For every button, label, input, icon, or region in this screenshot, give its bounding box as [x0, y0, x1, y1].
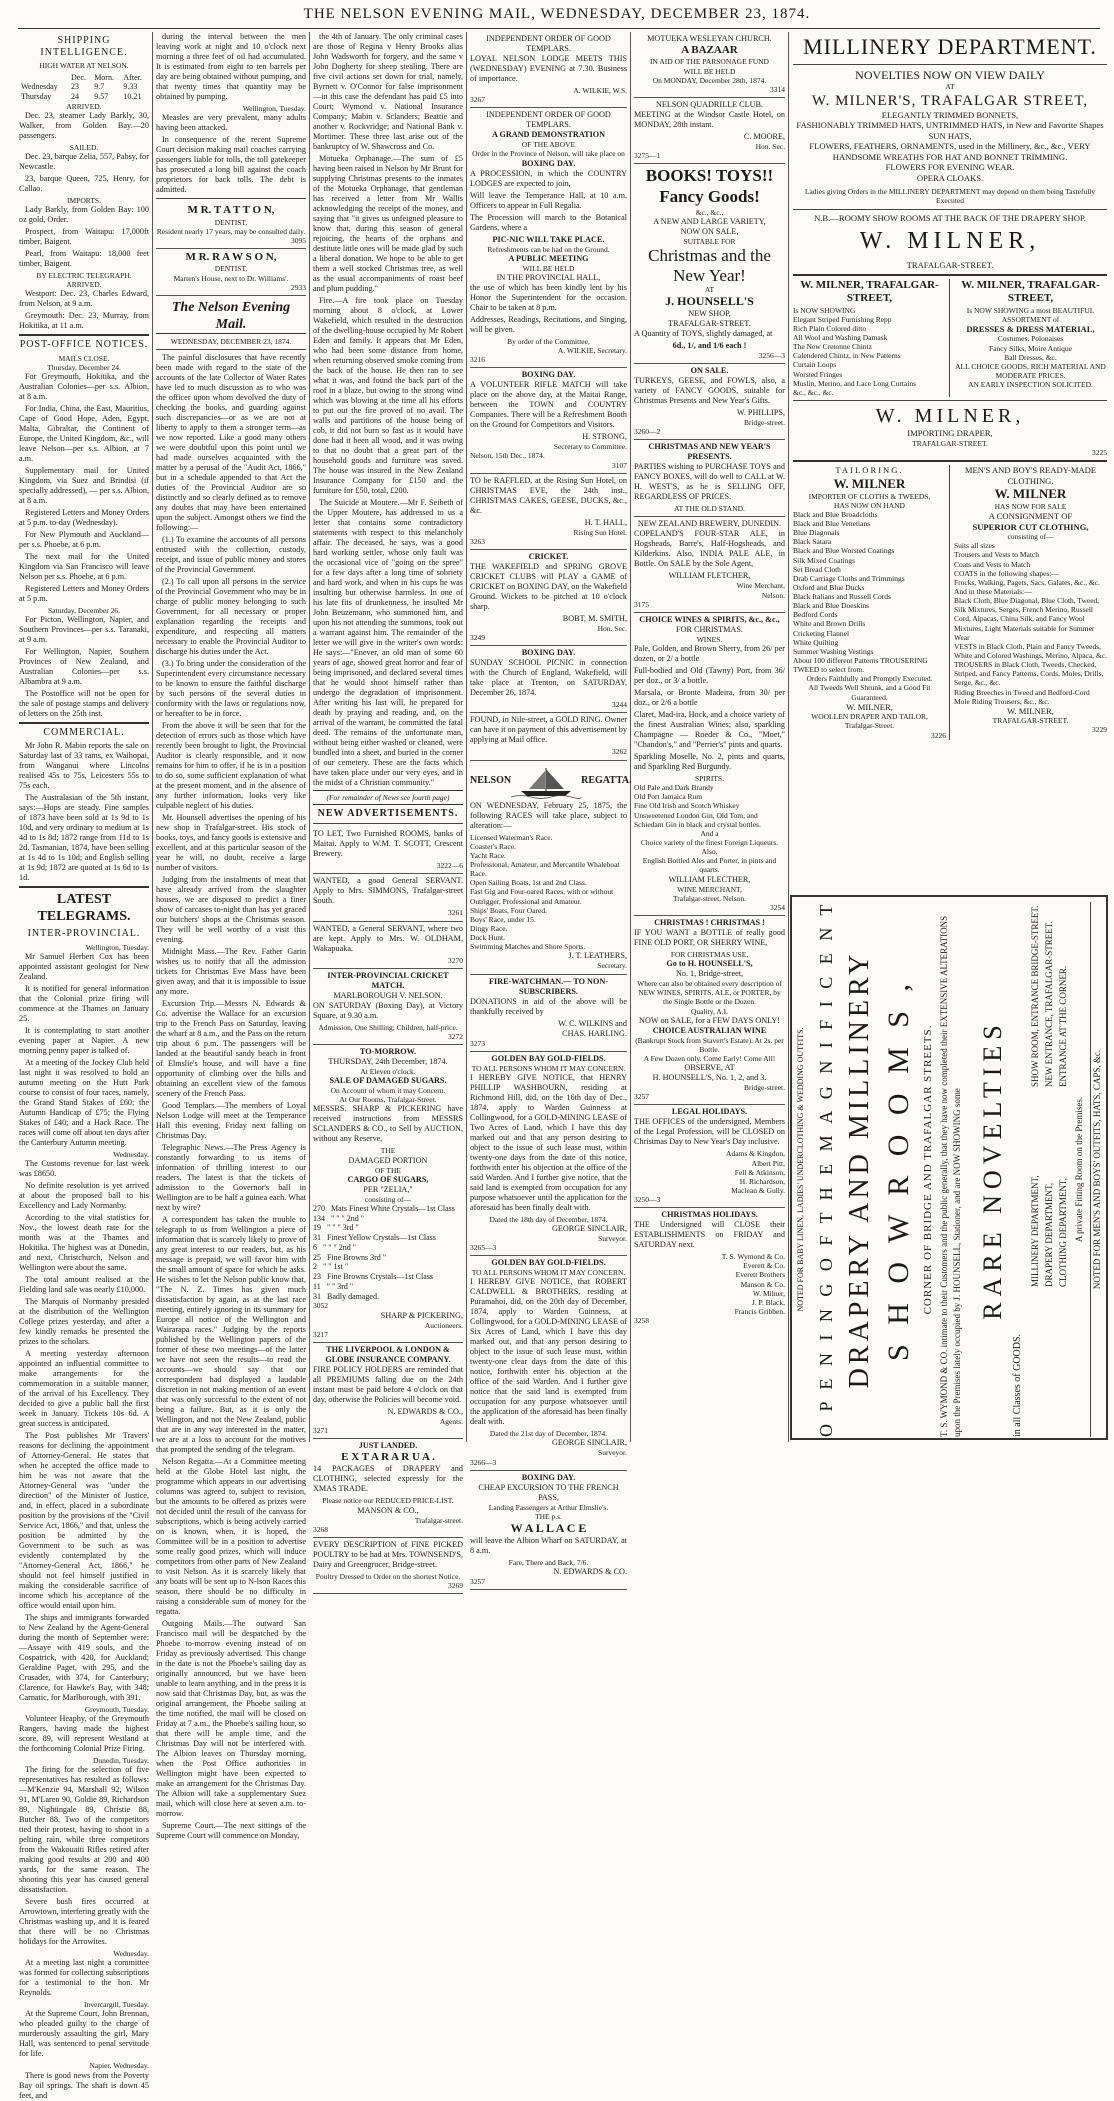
paragraph: Good Templars.—The members of Loyal Nelson Lodge will meet at the Temperance Hall this evening, Friday next falling on Christmas Day.: [156, 1101, 306, 1141]
ad-poultry: EVERY DESCRIPTION of FINE PICKED POULTRY to be had at Mrs. TOWNSEND'S, Dairy and Greengrocer, Bridge-street. Poultry Dressed to Order on the shortest Notice. 3269: [313, 1538, 463, 1594]
list-item: White and Brown Drills: [793, 619, 866, 629]
list-item: All Wool and Washing Damask: [793, 333, 888, 343]
list-item: Black and Blue Venetians: [793, 518, 871, 528]
subheading: IMPORTS.: [67, 196, 101, 206]
ad-cricket: CRICKET. THE WAKEFIELD and SPRING GROVE CRICKET CLUBS will PLAY a GAME of CRICKET on BOXING DAY, on the Wakefield Ground. Wickets to be pitched at 10 o'clock sharp. BOBT, M. SMITH, Hon. Sec. 3249: [470, 550, 627, 646]
ad-insurance: THE LIVERPOOL & LONDON & GLOBE INSURANCE COMPANY. FIRE POLICY HOLDERS are reminded that all PREMIUMS falling due on the 24th instant must be paid before 4 o'clock on that day, otherwise the Policies will become void. N. EDWARDS & CO., Agents. 3271: [313, 1343, 463, 1439]
paragraph: the 4th of January. The only criminal cases are those of Regina v Henry Brooks alias John Wadsworth for forgery, and the same v John Dogherty for sheep stealing. There are five civil actions set down for trial, namely, Byrnett v. O'Connor for false imprisonment—in this case the defendant has paid £5 into Court; Wymond v. National Insurance Company; Mabin v. Sclanders; Beattie and another v. Rockvridge; and National Bank v. Mortimer. These three last arise out of the bankruptcy of W. Shawcross and Co.: [313, 32, 463, 151]
paragraph: For India, China, the East, Mauritius, Cape of Good Hope, Aden, Egypt, Malta, Gibraltar, the Continent of Europe, the United Kingdom, &c., will leave Nelson—per s.s. Albion, at 7 a.m.: [19, 403, 149, 463]
paragraph: Severe bush fires occurred at Arrowtown, interfering greatly with the Christmas washing up, and it is feared that there will be no Christmas holidays for the Arrowites.: [19, 1897, 149, 1947]
dateline: Greymouth, Tuesday.: [84, 1704, 149, 1714]
list-item: VESTS in Black Cloth, Plain and Fancy Tweeds, White and Colored Washings, Merino, Alpaca, &c.: [954, 641, 1107, 660]
ad-west: CHRISTMAS AND NEW YEAR'S PRESENTS. PARTIES wishing to PURCHASE TOYS and FANCY BOXES, will do well to CALL at W. H. WEST'S, as he is SELLING OFF, REGARDLESS OF PRICES. AT THE OLD STAND.: [634, 440, 785, 517]
list-item: The New Cretonne Chintz: [793, 342, 872, 352]
paragraph: Greymouth: Dec. 23, Murray, from Hokitika, at 11 a.m.: [19, 311, 149, 331]
masthead: THE NELSON EVENING MAIL, WEDNESDAY, DECEMBER 23, 1874.: [303, 6, 811, 22]
list-item: 270 Mats Finest White Crystals—1st Class: [313, 1203, 455, 1213]
list-item: 25 Fine Browns 3rd ": [313, 1252, 387, 1262]
list-item: Drab Carriage Cloths and Trimmings: [793, 573, 905, 583]
ad-manson: JUST LANDED. E X T A R A R U A . 14 PACKAGES of DRAPERY and CLOTHING, selected expressly for the XMAS TRADE. Please notice our REDUCED PRICE-LIST. MANSON & CO., Trafalgar-street. 3268: [313, 1439, 463, 1538]
ad-excursion: BOXING DAY. CHEAP EXCURSION TO THE FRENCH PASS, Landing Passengers at Arthur Elmslie's. THE p.s. W A L L A C E will leave the Albion Wharf on SATURDAY, at 8 a.m. Fare, There and Back, 7/6. N. EDWARDS & CO. 3257: [470, 1471, 627, 1590]
paragraph: Westport: Dec. 23, Charles Edward, from Nelson, at 9 a.m.: [19, 289, 149, 309]
paragraph: The next mail for the United Kingdom via San Francisco will leave Nelson per s.s. Phoebe, at 6 p.m.: [19, 551, 149, 581]
ad-bazaar: MOTUEKA WESLEYAN CHURCH. A BAZAAR IN AID OF THE PARSONAGE FUND WILL BE HELD On MONDAY, December 28th, 1874. 3314: [634, 32, 785, 98]
paragraph: For Greymouth, Hokitika, and the Australian Colonies—per s.s. Albion, at 8 a.m.: [19, 371, 149, 401]
paragraph: For Picton, Wellington, Napier, and Southern Provinces—per s.s. Taranaki, at 9 a.m.: [19, 615, 149, 645]
list-item: W. Milner,: [752, 1288, 785, 1298]
ad-fire-watchman: FIRE-WATCHMAN.— TO NON-SUBSCRIBERS. DONATIONS in aid of the above will be thankfully received by W. C. WILKINS and CHAS. HARLING. 3273: [470, 975, 627, 1052]
list-item: Professional, Amateur, and Mercantile Whaleboat Race.: [470, 859, 620, 879]
list-item: Black and Blue Doeskins: [793, 601, 870, 611]
table-row: Thursday 24 9.57 10.21: [21, 92, 142, 102]
list-item: Black Italians and Russell Cords: [793, 592, 891, 602]
list-item: Francis Gribben.: [734, 1307, 785, 1317]
column-3: [310, 32, 466, 1591]
subheading: Thursday, December 24.: [47, 362, 121, 372]
list-item: Duck Hunt.: [470, 933, 505, 943]
list-item: J. P. Black,: [751, 1297, 785, 1307]
paragraph: From the above it will be seen that for the detection of errors such as those which have recently been brought to light, the Provincial Auditor is clearly responsible, and it now remains for him to offer, if he is in a position to do so, some sufficient explanation of what at the present moment, and in the absence of any further information, looks very like culpable neglect of his duties.: [156, 721, 306, 811]
list-item: Coats and Vests to Match: [954, 559, 1031, 569]
paragraph: (3.) To bring under the consideration of the Superintendent every circumstance necessary to be known to ensure the faithful discharge by such persons of the several duties in conformity with the laws or regulations now, or hereafter to be in force.: [156, 659, 306, 719]
list-item: Rich Plain Colored ditto: [793, 323, 867, 333]
sugar-list: [313, 1204, 463, 1302]
ad-gold-fields-1: GOLDEN BAY GOLD-FIELDS. TO ALL PERSONS WHOM IT MAY CONCERN. I HEREBY GIVE NOTICE, that HENRY PHILLIP WASHBOURN, residing at Richmond Hill, did, on the 16th day of Dec., 1874, apply to Warden Guinness at Collingwood, for a GOLD-MINING LEASE of Two Acres of Land, which I have this day marked out and that any person desiring to object to the issue of such lease must, within twenty-one days from the date of this notice, forthwith enter his objection at the office of the said Warden. And I further give notice, that the said land is exempted from occupation for any purpose whatsoever until the application for the aforesaid has been finally dealt with. Dated the 18th day of December, 1874. GEORGE SINCLAIR, Surveyor. 3265—3: [470, 1052, 627, 1257]
column-5: [631, 32, 788, 1442]
list-item: Oxford and Blue Ducks: [793, 582, 865, 592]
ad-found: FOUND, in Nile-street, a GOLD RING. Owner can have it on payment of this advertisement by applying at Mail office. 3262: [470, 713, 627, 760]
paragraph: For Wellington, Napier, Southern Provinces of New Zealand, and Australian Colonies—per s.s. Albambra at 9 a.m.: [19, 647, 149, 687]
list-item: 19 " " " 3rd ": [313, 1223, 359, 1233]
paragraph: The Suicide at Moutere.—Mr F. Seibeth of the Upper Moutere, has addressed to us a letter that contains some contradictory statements with respect to this melancholy affair. The deceased, he says, was a good hard working settler, whose only fault was the occasional vice of "going on the spree" for a few days after a long time of sobriety and hard work, and when in his cups he was insulting but otherwise harmless. In one of his late fits of drunkenness, he insulted Mr John Beuzemann, who summoned him, and upon his not attending the summons, took out a warrant against him. The remainder of the letter we will give in the writer's own words: He says:—"Enever, an old man of some 60 years of age, showed great horror and fear of being imprisoned, and declared several times that he would shoot himself rather than undergo the degradation of imprisonment. After writing his last will, he prepared for death by praying and reading, and, on the arrival of the warrant, he committed the fatal deed. The remains of the unfortunate man, without being either washed or cleaned, were bundled into a sheet, and buried in the corner of our cemetery. These are the facts which have taken place under our very eyes, and in the midst of a Christian community.": [313, 498, 463, 787]
paragraph: The total amount realised at the Fielding land sale was nearly £10,000.: [19, 1274, 149, 1294]
paragraph: According to the vital statistics for Nov., the lowest death rate for the month was at the Thames and Hokitika. The highest was at Dunedin, and next, Christchurch, Nelson and Wellington were about the same.: [19, 1212, 149, 1272]
ad-hounsell-books: BOOKS! TOYS!! Fancy Goods! &c., &c., A NEW AND LARGE VARIETY, NOW ON SALE, SUITABLE FOR Christmas and the New Year! AT J. HOUNSELL'S NEW SHOP, TRAFALGAR-STREET. A Quantity of TOYS, slightly damaged, at 6d., 1/, and 1/6 each ! 3256—3: [634, 164, 785, 364]
list-item: Set Bread Cloth: [793, 564, 841, 574]
paragraph: (2.) To call upon all persons in the service of the Provincial Government who may be in charge of public money belonging to such Government, for all necessary or proper explanation regarding the receipts and expenditure, and respecting all matters necessary to enable the Provincial Auditor to discharge his duties under the Act.: [156, 577, 306, 657]
legal-names: [634, 1149, 785, 1195]
paragraph: It is notified for general information that the Colonial prize firing will commence at the Thames on January 25.: [19, 983, 149, 1023]
shipping-heading: SHIPPING INTELLIGENCE.: [40, 35, 128, 59]
paragraph: The Postoffice will not be open for the sale of postage stamps and delivery of letters on the 25th inst.: [19, 689, 149, 719]
paragraph: Registered Letters and Money Orders at 5 p.m. to-day (Wednesday).: [19, 507, 149, 527]
paragraph: A meeting yesterday afternoon appointed an influential committee to make arrangements for the commemoration in a suitable manner, of the arrival of his Excellency. They decided to give a public ball the first week in January. Tickets 10s 6d. A great success is anticipated.: [19, 1348, 149, 1428]
paragraph: In consequence of the recent Supreme Court decision making mail coaches carrying passengers liable for tolls, the toll gatekeeper has prosecuted a long bill against the coach proprietors for back tolls. The debt is admitted.: [156, 135, 306, 195]
list-item: Ball Dresses, &c.: [1004, 352, 1057, 362]
list-item: Adams & Kingdon,: [726, 1149, 785, 1159]
paragraph: The Australasian of the 5th instant, says:—Hops are steady. Fine samples of 1873 have been sold at 1s 9d to 1s 10d, and very ordinary to medium at 1s 4d to 1s 8d; 1872 range from 11d to 1s 2d. Tasmanian, 1874, have been selling at 1s 4d to 1s 10d; and English selling at 1s 9d; 1872 are quoted at 1s 6d to 1s 1d.: [19, 793, 149, 883]
subheading: MAILS CLOSE.: [58, 353, 110, 363]
list-item: Elegant Striped Furnishing Repp: [793, 314, 892, 324]
list-item: 6 " " " 2nd ": [313, 1242, 357, 1252]
milner-boxes: W. MILNER, TRAFALGAR-STREET, Is NOW SHOWING Elegant Striped Furnishing Repp Rich Plain Colored ditto All Wool and Washing Damask The New Cretonne Chintz Calendered Chintz, in New Patterns Curtain Loops Worsted Fringes Muslin, Merino, and Lace Long Curtains &c., &c., &c. W. MILNER, TRAFALGAR-STREET, Is NOW SHOWING a most BEAUTIFUL ASSORTMENT of DRESSES & DRESS MATERIAL, Costumes, Polonaises Fancy Silks, Moire Antique Ball Dresses, &c. ALL CHOICE GOODS, RICH MATERIAL AND MODERATE PRICES. AN EARLY INSPECTION SOLICITED.: [793, 278, 1106, 397]
list-item: Suits all sizes: [954, 541, 995, 551]
list-item: Silk Mixed Coatings: [793, 555, 856, 565]
list-item: Cricketing Flannel: [793, 628, 850, 638]
ad-quadrille: NELSON QUADRILLE CLUB. MEETING at the Windsor Castle Hotel, on MONDAY, 28th instant. C. MOORE, Hon. Sec. 3275—1: [634, 98, 785, 164]
list-item: COATS in the following shapes:—: [954, 568, 1059, 578]
masthead-rule: [18, 28, 1100, 29]
table-header: After.: [123, 72, 142, 82]
paragraph: Supplementary mail for United Kingdom, via Suez and Brindisi (if specially addressed), — per s.s. Albion, at 8 a.m.: [19, 465, 149, 505]
dateline: Wednesday.: [113, 1949, 149, 1959]
paragraph: Judging from the instalments of meat that have already arrived from the slaughter houses, we are disposed to predict a finer show of carcases to-night than has yet graced our butchers' shops at the Christmas season. They will be well worthy of a visit this evening.: [156, 875, 306, 945]
column-4: [467, 32, 632, 1586]
list-item: 23 Fine Browns Crystals—1st Class: [313, 1272, 434, 1282]
paragraph: The Post publishes Mr Travers' reasons for declining the appointment of Attorney-General. He states that when he accepted the office made to him he was not aware that the Attorney-General was "under the direction" of the Minister of Justice, and, in effect, placed in a subordinate position by the provisions of the "Civil Service Act, 1866," and that, unless the position be admitted by the Government to be such as was evidently contemplated by the "Attorney-General Act, 1866," he should not feel himself justified in making the considerable sacrifice of income which his acceptance of the office would entail upon him.: [19, 1430, 149, 1610]
dateline: Wellington, Tuesday.: [242, 104, 306, 113]
ad-wanted: WANTED, a good General SERVANT. Apply to Mrs. SIMMONS, Trafalgar-street South. 3261: [313, 874, 463, 921]
dateline: Napier, Wednesday.: [89, 2061, 149, 2071]
paragraph: At the Supreme Court, John Brennan, who pleaded guilty to the charge of murderously assaulting the girl, Mary Hall, was sentenced to penal servitude for life.: [19, 2009, 149, 2059]
list-item: Riding Breeches in Tweed and Bedford-Cord: [954, 687, 1090, 697]
list-item: Everett Brothers: [735, 1270, 785, 1280]
paragraph: At a meeting of the Jockey Club held last night it was resolved to hold an autumn meeting on the Hutt Park course to consist of four races, namely, the Grand Stand Stakes of £60; the Autumn Handicap of £75; the Flying Stakes of £40; and a Hack Race. The races will come off about ten days after the Canterbury Autumn meeting.: [19, 1057, 149, 1147]
paragraph: Pearl, from Waitapu: 18,000 feet timber, Baigent.: [19, 249, 149, 269]
list-item: Swimming Matches and Shore Sports.: [470, 942, 586, 952]
list-item: Mole Riding Trousers, &c., &c.: [954, 696, 1050, 706]
sailboat-icon: [511, 765, 581, 799]
ad-christmas-holidays: CHRISTMAS HOLIDAYS. THE Undersigned will CLOSE their ESTABLISHMENTS on FRIDAY and SATURDAY next. T. S. Wymond & Co. Everett & Co. Everett Brothers Manson & Co. W. Milner, J. P. Black, Francis Gribben. 3258: [634, 1210, 785, 1326]
table-header: Dec.: [70, 72, 86, 82]
ad-demonstration: INDEPENDENT ORDER OF GOOD TEMPLARS. A GRAND DEMONSTRATION OF THE ABOVE Order in the Province of Nelson, will take place on BOXING DAY. A PROCESSION, in which the COUNTRY LODGES are expected to join, Will leave the Temperance Hall, at 10 a.m. Officers to appear in Full Regalia. The Procession will march to the Botanical Gardens, where a PIC-NIC WILL TAKE PLACE. Refreshments can be had on the Ground. A PUBLIC MEETING WILL BE HELD IN THE PROVINCIAL HALL, the use of which has been kindly lent by his Honor the Superintendent for the occasion. Chair to be taken at 8 p.m. Addresses, Readings, Recitations, and Singing, will be given. By order of the Committee, A. WILKIE, Secretary. 3216: [470, 108, 627, 368]
paragraph: Dec. 23, barque Zelia, 557, Pabsy, for Newcastle.: [19, 152, 149, 172]
list-item: Black and Blue Broadcloths: [793, 509, 878, 519]
ad-rifle-match: BOXING DAY. A VOLUNTEER RIFLE MATCH will take place on the above day, at the Maitai Range, between the TOWN and COUNTRY Companies. There will be a Refreshment Booth on the Ground for Competitors and Visitors. H. STRONG, Secretary to Committee. Nelson, 15th Dec., 1874. 3107: [470, 368, 627, 473]
ad-tatton: M R. T A T T O N, DENTIST, Resident nearly 17 years, may be consulted daily. 3095: [156, 202, 306, 249]
paragraph: Nelson Regatta.—At a Committee meeting held at the Globe Hotel last night, the programme which appears in our advertising columns was agreed to, subject to revision, but the amounts to be offered as prizes were not decided until the result of the canvass for subscriptions, which is being actively carried on is known, when, it is hoped, the Committee will be in a position to advertise some really good prizes, which will induce competitors from other parts of New Zealand to visit Nelson. As it is scarcely likely that any boats will be sent up to N-lson Races this season, there should be no difficulty in raising a considerable sum of money for the regatta.: [156, 1457, 306, 1617]
wymond-showroom-ad: NOTED FOR BABY LINEN, LADIES' UNDERCLOTHING & WEDDING OUTFITS. O P E N I N G O F T H E M A G N I F I C E N T DRAPERY AND MILLINERY S H O W R O O M S , CORNER OF BRIDGE AND TRAFALGAR STREETS. T. S. WYMOND & CO. intimate to their Customers and the public generally, that they have now completed their EXTENSIVE ALTERATIONS upon the Premises lately occupied by J. HOUNSELL, Stationer, and are NOW SHOWING some RARE NOVELTIES in all Classes of GOODS. MILLINERY DEPARTMENT, SHOW ROOM, ENTRANCE BRIDGE-STREET. DRAPERY DEPARTMENT, NEW ENTRANCE, TRAFALGAR-STREET. CLOTHING DEPARTMENT, ENTRANCE AT THE CORNER. A private Fitting Room on the Premises. NOTED FOR MEN'S AND BOYS' OUTFITS, HATS, CAPS, &c.: [790, 895, 1108, 1440]
paragraph: Motueka Orphanage.—The sum of £5 having been raised in Nelson by Mr Brunt for supplying Christmas presents to the inmates of the Motueka Orphanage, that gentleman has received a letter from Mr Wallis acknowledging the receipt of the money, and saying that "it gives us unfeigned pleasure to know that, during this season of general rejoicing, the hearts of the orphans and destitute little ones will be made glad by such a liberal donation. We hope to be able to get them a well stocked Christmas tree, as well as the usual accompaniments of roast beef and plum pudding.": [313, 154, 463, 293]
list-item: Everett & Co.: [743, 1261, 785, 1271]
ad-cricket-match: INTER-PROVINCIAL CRICKET MATCH. MARLBOROUGH V. NELSON. ON SATURDAY (Boxing Day), at Victory Square, at 9.30 a.m. Admission, One Shilling; Children, half-price. 3272: [313, 969, 463, 1045]
list-item: 31 Badly damaged.: [313, 1291, 379, 1301]
high-water-heading: HIGH WATER AT NELSON.: [39, 61, 129, 71]
list-item: Manson & Co.: [740, 1279, 785, 1289]
paragraph: There is good news from the Poverty Bay oil springs. The shaft is down 45 feet, and: [19, 2070, 149, 2100]
list-item: 31 Finest Yellow Crystals—1st Class: [313, 1233, 436, 1243]
column-1: [16, 32, 152, 2100]
list-item: Open Sailing Boats, 1st and 2nd Class.: [470, 878, 587, 888]
editorial-date: WEDNESDAY, DECEMBER 23, 1874.: [170, 336, 292, 346]
ad-hounsell-wine: CHRISTMAS ! CHRISTMAS ! IF YOU WANT a BOTTLE of really good FINE OLD PORT, OR SHERRY WINE, FOR CHRISTMAS USE, Go to H. HOUNSELL'S, No. 1, Bridge-street, Where can also be obtained every description of NEW WINES, SPIRITS, ALE, or PORTER, by the Single Bottle or the Dozen. Quality, A.I. NOW on SALE, for a FEW DAYS ONLY! CHOICE AUSTRALIAN WINE (Bankrupt Stock from Stavert's Estate). At 2s. per Bottle. A Few Dozen only. Come Early! Come All! OBSERVE, AT H. HOUNSELL'S, No. 1, 2, and 3. Bridge-street. 3257: [634, 916, 785, 1105]
list-item: Curtain Loops: [793, 360, 837, 370]
ad-sugar-sale: TO-MORROW. THURSDAY, 24th December, 1874. At Eleven o'clock. SALE OF DAMAGED SUGARS. On Account of whom it may Concern. At Our Rooms, Trafalgar-Street. MESSRS. SHARP & PICKERING have received instructions from MESSRS SCLANDERS & CO., to Sell by AUCTION, without any Reserve, THE DAMAGED PORTION OF THE CARGO OF SUGARS, PER "ZELIA," consisting of— 270 Mats Finest White Crystals—1st Class 134 " " " 2nd " 19 " " " 3rd " 31 Finest Yellow Crystals—1st Class 6 " " " 2nd " 25 Fine Browns 3rd " 2 " " 1st " 23 Fine Browns Crystals—1st Class 11 " " 3rd " 31 Badly damaged. 3052 SHARP & PICKERING, Auctioneers. 3217: [313, 1045, 463, 1343]
paragraph: It is contemplating to start another evening paper at Napier. A new morning penny paper is talked of.: [19, 1025, 149, 1055]
high-water-table: [19, 73, 149, 102]
ad-gold-fields-2: GOLDEN BAY GOLD-FIELDS. TO ALL PERSONS WHOM IT MAY CONCERN. I HEREBY GIVE NOTICE, that ROBERT CALDWELL & BROTHERS, residing at Puramahoi, did, on the 20th day of December, 1874, apply to Warden Guinness, at Collingwood, for a GOLD-MINING LEASE of Six Acres of Land, which I have this day marked out, and that any person desiring to object to the issue of such lease must, within twenty-one clear days from the date of this notice, forthwith enter his objection at the office of the said Warden. And I further give notice that the said land is exempted from occupation for any purpose whatsoever until the application of the aforesaid has been finally dealt with. Dated the 21st day of December, 1874. GEORGE SINCLAIR, Surveyor. 3266—3: [470, 1256, 627, 1471]
column-2: [153, 32, 309, 1841]
ad-legal-holidays: LEGAL HOLIDAYS. THE OFFICES of the undersigned, Members of the Legal Profession, will be CLOSED on Christmas Day to New Year's Day inclusive. Adams & Kingdon, Albert Pitt, Fell & Atkinson, H. Richardson, Maclean & Gully. 3250—3: [634, 1105, 785, 1208]
ad-to-let: TO LET, Two Furnished ROOMS, banks of Maitai. Apply to W.M. T. SCOTT, Crescent Brewery. 3222—6: [313, 827, 463, 874]
list-item: Costumes, Polonaises: [997, 334, 1064, 344]
list-item: Bedford Cords: [793, 610, 838, 620]
dateline: Wednesday.: [113, 1149, 149, 1159]
column-divider: [788, 32, 789, 1442]
list-item: Fast Gig and Four-oared Races, with or without Outrigger, Professional and Amateur.: [470, 887, 614, 906]
tailoring-boxes: TAILORING. W. MILNER IMPORTER OF CLOTHS & TWEEDS, HAS NOW ON HAND Black and Blue Broadcloths Black and Blue Venetians Blue Diagonals Black Satara Black and Blue Worsted Coatings Silk Mixed Coatings Set Bread Cloth Drab Carriage Cloths and Trimmings Oxford and Blue Ducks Black Italians and Russell Cords Black and Blue Doeskins Bedford Cords White and Brown Drills Cricketing Flannel White Quilting Summer Washing Vestings About 100 different Patterns TROUSERING TWEED to select from. Orders Faithfully and Promptly Executed. All Tweeds Well Shrunk, and a Good Fit Guaranteed. W. MILNER, WOOLLEN DRAPER AND TAILOR, Trafalgar-Street. 3226 MEN'S AND BOY'S READY-MADE CLOTHING. W. MILNER HAS NOW FOR SALE A CONSIGNMENT OF SUPERIOR CUT CLOTHING, consisting of— Suits all sizes Trousers and Vests to Match Coats and Vests to Match COATS in the following shapes:— Frocks, Walking, Pagets, Sacs, Galates, &c., &c. And in these Materials:— Black Cloth, Blue Diagonal, Blue Cloth, Tweed, Silk Mixtures, Serges, French Merino, Russell Cord, Alpacas, China Silk, and Fancy Wool Mixtures, Light Materials suitable for Summer Wear VESTS in Black Cloth, Plain and Fancy Tweeds, White and Colored Washings, Merino, Alpaca, &c. TROUSERS in Black Cloth, Tweeds, Checked, Striped, and Fancy Patterns, Cords, Moles, Drills, Serge, &c., &c. Riding Breeches in Tweed and Bedford-Cord Mole Riding Trousers, &c., &c. W. MILNER, TRAFALGAR-STREET. 3229: [793, 465, 1107, 740]
paragraph: No definite resolution is yet arrived at about the proposed ball to his Excellency and Lady Normanby.: [19, 1180, 149, 1210]
ad-brewery: NEW ZEALAND BREWERY, DUNEDIN. COPELAND'S FOUR-STAR ALE, in Hogsheads, Barre's, Half-Hogsheads, and Kilderkins. Also, INDIA PALE ALE, in Bottle. On SALE by the Sole Agent, WILLIAM FLETCHER, Wine Merchant, Nelson. 3175: [634, 517, 785, 612]
paragraph: The ships and immigrants forwarded to New Zealand by the Agent-General during the month of September were:—Assaye with 419 souls, and the Cospatrick, with 420, for Auckland; Geraldine Paget, with 295, and the Crusader, with 374, for Canterbury; Clarence, for Hawke's Bay, with 348; Carnatic, for Marlborough, with 391.: [19, 1612, 149, 1702]
list-item: Ships' Boats, Four Oared.: [470, 905, 547, 915]
paragraph: Measles are very prevalent, many adults having been attacked.: [156, 113, 306, 133]
paragraph: The firing for the selection of five representatives has resulted as follows:—M'Kenzie 94, Marshall 92, Wilson 91, M'Laren 90, Goldie 89, Richardson 89, Nightingale 89, Christie 88, Butcher 88. Two of the competitors tied their protest, having to shoot in a pelting rain, while three competitors from the Wakouaiti Rifles retired after making good results at 200 and 400 yards, for the same reason. The shooting this year has caused general dissatisfaction.: [19, 1765, 149, 1895]
list-item: 134 " " " 2nd ": [313, 1213, 365, 1223]
millinery-heading: MILLINERY DEPARTMENT.: [803, 34, 1097, 59]
subheading: ARRIVED.: [66, 101, 102, 111]
subheading: ARRIVED.: [66, 280, 102, 290]
paragraph: (1.) To examine the accounts of all persons entrusted with the collection, custody, receipt, and issue of public money and stores of the Provincial Government.: [156, 535, 306, 575]
subheading: Saturday, December 26.: [48, 605, 120, 615]
ad-wines: CHOICE WINES & SPIRITS, &c., &c., FOR CHRISTMAS. WINES. Pale, Golden, and Brown Sherry, from 26/ per dozen, or 2/ a bottle Full-bodied and Old (Tawny) Port, from 36/ per doz., or 3/ a bottle. Marsala, or Bronte Madeira, from 30/ per doz., or 2/6 a bottle Claret, Mad-ira, Hock, and a choice variety of the finest Australian Wines; also, sparkling Champagne — Roeder & Co., "Moet," "Chandon's," and "Perrier's" pints and quarts. Sparkling Moselle, No. 2, pints and quarts, and Sparkling Red Burgundy. SPIRITS. Old Pale and Dark Brandy Old Port Jamaica Rum Fine Old Irish and Scotch Whiskey Unsweetened London Gin, Old Tom, and Schiedam Gin in black and crystal bottles. And a Choice variety of the finest Foreign Liqueurs. Also, English Bottled Ales and Porter, in pints and quarts. WILLIAM FLECTHER, WINE MERCHANT, Trafalgar-street, Nelson. 3254: [634, 613, 785, 916]
list-item: Boys' Race, under 15.: [470, 914, 536, 924]
list-item: Frocks, Walking, Pagets, Sacs, Galates, &c., &c.: [954, 577, 1100, 587]
ad-picnic: BOXING DAY. SUNDAY SCHOOL PICNIC in connection with the Church of England, Wakefield, will take place at Trenton, on SATURDAY, December 26, 1874. 3244: [470, 646, 627, 713]
subheading: SAILED.: [69, 142, 99, 152]
list-item: Calendered Chintz, in New Patterns: [793, 351, 901, 361]
paragraph: Fire.—A fire took place on Tuesday morning about 8 o'clock, at Lower Wakefield, which resulted in the destruction of the dwelling-house occupied by Mr Robert Eden and family. It appears that Mr Eden, who had been some distance from home, when returning observed smoke coming from the back of the house. He then ran to see what it was, and found the back part of the roof in a blaze, but owing to the strong wind which was blowing at the time all his efforts to put out the fire proved of no avail. The walls and partitions of the house being of cob, it did not burn so fast as it would have done had it been all wood, and it was owing to that no doubt that a great part of the household goods and furniture was saved. The house was insured in the New Zealand Insurance Company for £150 and the furniture for £50, total, £200.: [313, 296, 463, 495]
subheading: BY ELECTRIC TELEGRAPH.: [36, 271, 132, 281]
commercial-heading: COMMERCIAL.: [43, 727, 125, 739]
list-item: Muslin, Merino, and Lace Long Curtains: [793, 378, 917, 388]
list-item: T. S. Wymond & Co.: [721, 1252, 785, 1262]
paragraph: Mr Samuel Herbert Cox has been appointed assistant geologist for New Zealand.: [19, 951, 149, 981]
paragraph: Volunteer Heaphy, of the Greymouth Rangers, having made the highest score, 89, will represent Westland at the forthcoming Colonial Prize Firing.: [19, 1714, 149, 1754]
list-item: Yacht Race.: [470, 850, 506, 860]
paragraph: Mr John R. Mabin reports the sale on Saturday last of 33 rams, ex Waihopai, from Wanganui where Lincolns realised 45s to 75s, Leicesters 55s to 75s each.: [19, 741, 149, 791]
list-item: Black Cloth, Blue Diagonal, Blue Cloth, Tweed, Silk Mixtures, Serges, French Merino, Russell Cord, Alpacas, China Silk, and Fancy Wool Mixtures, Light Materials suitable for Summer Wear: [954, 596, 1100, 642]
races-list: [470, 833, 627, 952]
list-item: 2 " " 1st ": [313, 1262, 349, 1272]
list-item: Coaster's Race.: [470, 841, 516, 851]
list-item: White Quilting: [793, 637, 839, 647]
list-item: Fell & Atkinson,: [734, 1167, 785, 1177]
list-item: And in these Materials:—: [954, 586, 1032, 596]
dateline: Invercargill, Tuesday.: [84, 2000, 149, 2010]
list-item: Dingy Race.: [470, 923, 508, 933]
ad-raffle: TO be RAFFLED, at the Rising Sun Hotel, on CHRISTMAS EVE, the 24th inst., CHRISTMAS CAKES, GEESE, DUCKS, &c., &c. H. T. HALL, Rising Sun Hotel. 3263: [470, 474, 627, 550]
ad-rawson: M R. R A W S O N, DENTIST, Marten's House, next to Dr. Williams'. 2933: [156, 249, 306, 296]
paragraph: during the interval between the men leaving work at night and 10 o'clock next morning a three feet of oil had accumulated. It is estimated from eight to ten barrels per day are being obtained without pumping, and that twenty times that quantity may be obtained by pumping.: [156, 32, 306, 101]
list-item: Trousers and Vests to Match: [954, 550, 1040, 560]
list-item: Summer Washing Vestings: [793, 646, 874, 656]
ad-wanted: WANTED, a General SERVANT, where two are kept. Apply to Mrs. W. OLDHAM, Wakapuaka. 3270: [313, 922, 463, 969]
milner-logo: W. MILNER,: [859, 228, 1041, 255]
latest-telegrams-heading: LATEST TELEGRAMS.: [37, 892, 131, 925]
paper-title: The Nelson Evening Mail.: [156, 299, 306, 334]
list-item: Fancy Silks, Moire Antique: [989, 343, 1072, 353]
ad-good-templars: INDEPENDENT ORDER OF GOOD TEMPLARS. LOYAL NELSON LODGE MEETS THIS (WEDNESDAY) EVENING at 7.30. Business of importance. A. WILKIE, W.S. 3267: [470, 32, 627, 108]
paragraph: Excursion Trip.—Messrs N. Edwards & Co. advertise the Wallace for an excursion trip to the French Pass on Saturday, leaving the wharf at 8 a.m., and the Pass on the return trip about 6 p.m. The passengers will be landed at the beautiful sandy beach in front of Elmslie's house, and will have a fine opportunity of climbing over the hills and obtaining an excellent view of the famous scenery of the French Pass.: [156, 999, 306, 1099]
paragraph: The Marquis of Normanby presided at the distribution of the Wellington College prizes yesterday, and after a few kindly remarks he presented the prizes to the scholars.: [19, 1296, 149, 1346]
dateline: Wellington, Tuesday.: [85, 942, 149, 952]
paragraph: Lady Barkly, from Golden Bay: 100 oz gold, Order.: [19, 205, 149, 225]
paragraph: Dec. 23, steamer Lady Barkly, 30, Walker, from Golden Bay.—20 passengers.: [19, 110, 149, 140]
list-item: Maclean & Gully.: [731, 1185, 785, 1195]
list-item: Black and Blue Worsted Coatings: [793, 546, 895, 556]
paragraph: 23, barque Queen, 725, Henry, for Callao.: [19, 174, 149, 194]
paragraph: Telegraphic News.—The Press Agency is constantly forwarding to us items of information of thrilling interest to our readers. The latest is that the tickets of admission to the Governor's ball in Wellington are to be half a guinea each. What next by wire?: [156, 1143, 306, 1213]
post-office-heading: POST-OFFICE NOTICES.: [19, 339, 149, 351]
list-item: Black Satara: [793, 537, 832, 547]
dateline: Dunedin, Tuesday.: [93, 1756, 149, 1766]
paragraph: At a meeting last night a committee was formed for collecting subscriptions for a testimonial to the hon. Mr Reynolds.: [19, 1958, 149, 1998]
holiday-names: [634, 1252, 785, 1316]
paragraph: The painful disclosures that have recently been made with regard to the state of the accounts of the late Collector of Water Rates have led to much discussion as to who was the officer upon whom devolved the duty of checking the books, and guarding against such discrepancies—or as we are not at liberty to apply to them a stronger term—as we now reported. Like a good many others we were doubtful upon this point until we had made ourselves acquainted with the matter by a perusal of the "Audit Act, 1866," but in a schedule appended to that Act the duties of the Provincial Auditor are so distinctly and so clearly defined as to remove any doubts that may have been entertained upon the subject. Amongst others we find the following:—: [156, 353, 306, 533]
subheading: INTER-PROVINCIAL.: [27, 928, 141, 940]
table-header: Morn.: [94, 72, 114, 82]
paragraph: Registered Letters and Money Orders at 5 p.m.: [19, 583, 149, 603]
paragraph: For New Plymouth and Auckland—per s.s. Phoebe, at 6 p.m.: [19, 529, 149, 549]
list-item: Albert Pitt,: [751, 1158, 785, 1168]
list-item: 11 " " 3rd ": [313, 1281, 354, 1291]
paragraph: Prospect, from Waitapu: 17,000ft timber, Baigent.: [19, 227, 149, 247]
list-item: TROUSERS in Black Cloth, Tweeds, Checked, Striped, and Fancy Patterns, Cords, Moles, Drills, Serge, &c., &c.: [954, 660, 1104, 688]
paragraph: Supreme Court.—The next sittings of the Supreme Court will commence on Monday,: [156, 1821, 306, 1841]
paragraph: The Customs revenue for last week was £8650.: [19, 1158, 149, 1178]
list-item: H. Richardson,: [739, 1176, 785, 1186]
continued-note: (For remainder of News see fourth page): [313, 790, 463, 805]
new-ads-heading: NEW ADVERTISEMENTS.: [317, 808, 459, 820]
table-row: Wednesday 23 9.7 9.33: [21, 82, 138, 92]
paragraph: Midnight Mass.—The Rev. Father Garin wishes us to notify that all the admission tickets for Christmas Eve Mass have been given away, and that it is impossible to issue any more.: [156, 947, 306, 997]
paragraph: A correspondent has taken the trouble to telegraph to us from Wellington a piece of information that is scarcely likely to prove of any great interest to our readers, but, as his message is prepaid, we will favor him with the small amount of space for which he asks. He wishes to let the Nelson public know that, "The N. Z. Times has given much dissatisfaction by again, as at the last race meeting, entirely ignoring in its summary for Europe all notice of the Wellington and Wairarapa races." Judging by the reports published by the Wellington papers of the former of these two meetings—of the latter we have not seen the results—to read the accounts—we should say that our correspondent had displayed a laudable discretion in not making mention of an event that was only successful to the extent of not being a failure. But, as it is only the Wellington, and not the New Zealand, public that are in any way interested in the matter, we are at a loss to account for the motives that prompted the sending of the telegram.: [156, 1215, 306, 1455]
ad-regatta: NELSON REGATTA. ON WEDNESDAY, February 25, 1875, the following RACES will take place, subject to alteration:— Licensed Waterman's Race. Coaster's Race. Yacht Race. Professional, Amateur, and Mercantile Whaleboat Race. Open Sailing Boats, 1st and 2nd Class. Fast Gig and Four-oared Races, with or without Outrigger, Professional and Amateur. Ships' Boats, Four Oared. Boys' Race, under 15. Dingy Race. Duck Hunt. Swimming Matches and Shore Sports. J. T. LEATHERS, Secretary.: [470, 761, 627, 975]
list-item: &c., &c., &c.: [793, 387, 834, 397]
list-item: Blue Diagonals: [793, 528, 840, 538]
paragraph: Outgoing Mails.—The outward San Francisco mail will be despatched by the Phoebe to-morrow evening instead of on Friday as previously advertised. This change in the date is not the Phoebe's sailing day as originally announced, but we have been unable to learn anything, and in the press it is now said that Christmas Day, but, as was the original arrangement, the Phoebe sailing at the time notified, the mail will be closed on Friday at 7 a.m., the Phoebe's sailing hour, so that there will be ample time, and the Christmas Day will not be interfered with. The Albion leaves on Thursday morning, when the Post Office authorities in Wellington might have been expected to make an arrangement for the Christmas Day. The Albion will take a supplementary Suez mail, which will close here at seven a.m. to-morrow.: [156, 1619, 306, 1819]
list-item: Worsted Fringes: [793, 369, 843, 379]
ad-phillips: ON SALE. TURKEYS, GEESE, and FOWLS, also, a variety of FANCY GOODS, suitable for Christmas Presents and New Year's Gifts. W. PHILLIPS, Bridge-street. 3260—2: [634, 364, 785, 440]
milner-section: MILLINERY DEPARTMENT. NOVELTIES NOW ON VIEW DAILY AT W. MILNER'S, TRAFALGAR STREET, ELEGANTLY TRIMMED BONNETS, FASHIONABLY TRIMMED HATS, UNTRIMMED HATS, in New and Favorite Shapes SUN HATS, FLOWERS, FEATHERS, ORNAMENTS, used in the Millinery, &c., &c., VERY HANDSOME WREATHS FOR HAT AND BONNET TRIMMING. FLOWERS FOR EVENING WEAR. OPERA CLOAKS. Ladies giving Orders in the MILLINERY DEPARTMENT may depend on them being Tastefully Executed N.B.—ROOMY SHOW ROOMS AT THE BACK OF THE DRAPERY SHOP. W. MILNER, TRAFALGAR-STREET. W. MILNER, TRAFALGAR-STREET, Is NOW SHOWING Elegant Striped Furnishing Repp Rich Plain Colored ditto All Wool and Washing Damask The New Cretonne Chintz Calendered Chintz, in New Patterns Curtain Loops Worsted Fringes Muslin, Merino, and Lace Long Curtains &c., &c., &c. W. MILNER, TRAFALGAR-STREET, Is NOW SHOWING a most BEAUTIFUL ASSORTMENT of DRESSES & DRESS MATERIAL, Costumes, Polonaises Fancy Silks, Moire Antique Ball Dresses, &c. ALL CHOICE GOODS, RICH MATERIAL AND MODERATE PRICES. AN EARLY INSPECTION SOLICITED. W. MILNER, IMPORTING DRAPER, TRAFALGAR-STREET. 3225 TAILORING. W. MILNER IMPORTER OF CLOTHS & TWEEDS, HAS NOW ON HAND Black and Blue Broadcloths Black and Blue Venetians Blue Diagonals Black Satara Black and Blue Worsted Coatings Silk Mixed Coatings Set Bread Cloth Drab Carriage Cloths and Trimmings Oxford and Blue Ducks Black Italians and Russell Cords Black and Blue Doeskins Bedford Cords White and Brown Drills Cricketing Flannel White Quilting Summer Washing Vestings About 100 different Patterns TROUSERING TWEED to select from. Orders Faithfully and Promptly Executed. All Tweeds Well Shrunk, and a Good Fit Guaranteed. W. MILNER, WOOLLEN DRAPER AND TAILOR, Trafalgar-Street. 3226 MEN'S AND BOY'S READY-MADE CLOTHING. W. MILNER HAS NOW FOR SALE A CONSIGNMENT OF SUPERIOR CUT CLOTHING, consisting of— Suits all sizes Trousers and Vests to Match Coats and Vests to Match COATS in the following shapes:— Frocks, Walking, Pagets, Sacs, Galates, &c., &c. And in these Materials:— Black Cloth, Blue Diagonal, Blue Cloth, Tweed, Silk Mixtures, Serges, French Merino, Russell Cord, Alpacas, China Silk, and Fancy Wool Mixtures, Light Materials suitable for Summer Wear VESTS in Black Cloth, Plain and Fancy Tweeds, White and Colored Washings, Merino, Alpaca, &c. TROUSERS in Black Cloth, Tweeds, Checked, Striped, and Fancy Patterns, Cords, Moles, Drills, Serge, &c., &c. Riding Breeches in Tweed and Bedford-Cord Mole Riding Trousers, &c., &c. W. MILNER, TRAFALGAR-STREET. 3229: [793, 34, 1107, 740]
list-item: Licensed Waterman's Race.: [470, 832, 553, 842]
paragraph: Mr. Hounsell advertises the opening of his new shop in Trafalgar-street. His stock of books, toys, and fancy goods is extensive and excellent, and at this particular season of the year he will, no doubt, receive a large number of visitors.: [156, 813, 306, 873]
